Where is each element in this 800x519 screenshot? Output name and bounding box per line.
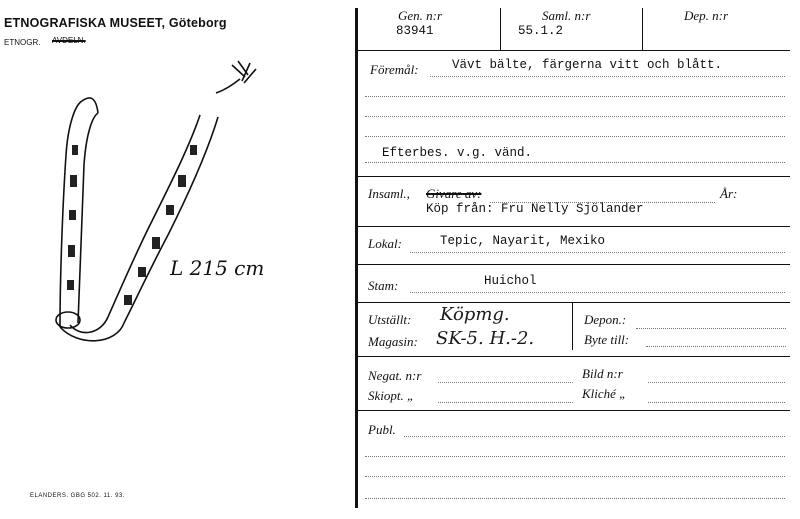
dotted-line	[365, 498, 785, 499]
dotted-line	[404, 436, 785, 437]
dotted-line	[365, 456, 785, 457]
stam-value: Huichol	[484, 274, 537, 288]
bild-label: Bild n:r	[582, 366, 623, 381]
ar-label: År:	[720, 186, 738, 201]
col-separator	[642, 8, 643, 50]
depon-label: Depon.:	[584, 312, 627, 327]
dotted-line	[410, 292, 785, 293]
department-label: ETNOGR.	[4, 38, 41, 47]
byte-label: Byte till:	[584, 332, 630, 347]
dotted-line	[438, 382, 573, 383]
row-rule	[358, 50, 790, 51]
saml-nr-value: 55.1.2	[518, 24, 564, 38]
insaml-label: Insaml.,	[368, 186, 410, 201]
utstallt-value: Köpmg.	[440, 304, 510, 325]
dotted-line	[636, 328, 786, 329]
negat-label: Negat. n:r	[368, 368, 422, 383]
lokal-label: Lokal:	[368, 236, 402, 251]
foremal-label: Föremål:	[370, 62, 419, 77]
saml-nr-label: Saml. n:r	[542, 8, 591, 23]
dotted-line	[410, 252, 785, 253]
row-rule	[358, 302, 790, 303]
magasin-label: Magasin:	[368, 334, 418, 349]
dotted-line	[646, 346, 786, 347]
dotted-line	[365, 116, 785, 117]
gen-nr-label: Gen. n:r	[398, 8, 443, 23]
stam-label: Stam:	[368, 278, 399, 293]
museum-title: ETNOGRAFISKA MUSEET, Göteborg	[4, 16, 227, 30]
department-struck-text: AVDELN.	[52, 36, 86, 45]
skiopt-label: Skiopt. „	[368, 388, 415, 403]
extra-note: Efterbes. v.g. vänd.	[382, 146, 533, 160]
foremal-value: Vävt bälte, färgerna vitt och blått.	[452, 58, 723, 72]
dotted-line	[365, 162, 785, 163]
row-rule	[358, 356, 790, 357]
publ-label: Publ.	[368, 422, 396, 437]
card-divider	[355, 8, 358, 508]
dotted-line	[648, 382, 785, 383]
dotted-line	[365, 476, 785, 477]
col-separator	[572, 302, 573, 350]
insaml-value: Köp från: Fru Nelly Sjölander	[426, 202, 644, 216]
dotted-line	[365, 96, 785, 97]
insaml-struck: Givare av:	[426, 186, 482, 201]
dep-nr-label: Dep. n:r	[684, 8, 729, 23]
utstallt-label: Utställt:	[368, 312, 412, 327]
row-rule	[358, 226, 790, 227]
lokal-value: Tepic, Nayarit, Mexiko	[440, 234, 606, 248]
row-rule	[358, 410, 790, 411]
dotted-line	[430, 76, 785, 77]
row-rule	[358, 176, 790, 177]
row-rule	[358, 264, 790, 265]
dotted-line	[365, 136, 785, 137]
dotted-line	[438, 402, 573, 403]
length-note: L 215 cm	[170, 256, 265, 280]
col-separator	[500, 8, 501, 50]
kliche-label: Kliché „	[582, 386, 627, 401]
belt-sketch	[20, 55, 290, 345]
magasin-value: SK-5. H.-2.	[436, 328, 535, 349]
gen-nr-value: 83941	[396, 24, 434, 38]
printer-note: ELANDERS. GBG 502. 11. 93.	[30, 493, 125, 499]
dotted-line	[648, 402, 785, 403]
